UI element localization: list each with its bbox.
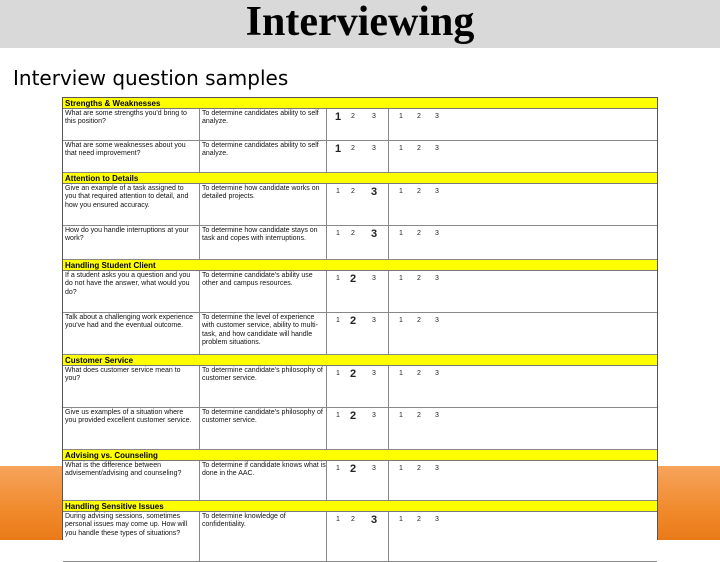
column-divider (326, 226, 327, 259)
rating-score: 2 (417, 516, 421, 523)
question-row (63, 408, 657, 450)
question-text: What are some strengths you'd bring to this position? (65, 110, 187, 126)
section-heading: Handling Sensitive Issues (63, 501, 657, 512)
rating-score: 2 (417, 317, 421, 324)
rating-score: 2 (417, 465, 421, 472)
question-text: What are some weaknesses about you that need improvement? (65, 142, 186, 158)
rating-score: 3 (435, 465, 439, 472)
column-divider (388, 109, 389, 140)
rating-score: 3 (370, 228, 378, 240)
rating-score: 2 (349, 463, 357, 475)
question-row (63, 366, 657, 408)
rating-score: 1 (399, 188, 403, 195)
column-divider (199, 461, 200, 500)
purpose-text: To determine candidate's philosophy of customer service. (202, 367, 323, 383)
column-divider (388, 512, 389, 561)
column-divider (199, 366, 200, 407)
question-text: Give an example of a task assigned to you that required attention to detail, and how you ensured accuracy. (65, 185, 189, 209)
rating-score: 2 (417, 412, 421, 419)
interview-question-form (62, 97, 658, 540)
purpose-text: To determine candidate's philosophy of customer service. (202, 409, 323, 425)
rating-score: 3 (370, 186, 378, 198)
rating-score: 1 (334, 111, 342, 123)
rating-score: 3 (372, 370, 376, 377)
column-divider (388, 226, 389, 259)
question-row (63, 141, 657, 173)
rating-score: 1 (336, 230, 340, 237)
rating-score: 3 (435, 113, 439, 120)
section-heading: Advising vs. Counseling (63, 450, 657, 461)
rating-score: 2 (351, 188, 355, 195)
section-heading: Customer Service (63, 355, 657, 366)
purpose-text: To determine candidates ability to self analyze. (202, 142, 319, 158)
question-text: What is the difference between advisement/advising and counseling? (65, 462, 182, 478)
purpose-text: To determine the level of experience with customer service, ability to multi-task, and how candidate will handle problem situations. (202, 314, 318, 346)
rating-score: 1 (336, 275, 340, 282)
column-divider (326, 271, 327, 312)
purpose-text: To determine candidates ability to self analyze. (202, 110, 319, 126)
rating-score: 3 (372, 465, 376, 472)
column-divider (199, 408, 200, 449)
rating-score: 3 (435, 230, 439, 237)
purpose-text: To determine knowledge of confidentiality. (202, 513, 286, 529)
column-divider (199, 109, 200, 140)
section-heading: Attention to Details (63, 173, 657, 184)
column-divider (326, 184, 327, 225)
question-row (63, 271, 657, 313)
page-title: Interviewing (245, 0, 475, 45)
rating-score: 1 (399, 370, 403, 377)
column-divider (388, 141, 389, 172)
column-divider (199, 313, 200, 354)
rating-score: 3 (372, 275, 376, 282)
purpose-text: To determine how candidate works on detailed projects. (202, 185, 320, 201)
rating-score: 1 (336, 188, 340, 195)
rating-score: 3 (435, 145, 439, 152)
column-divider (388, 366, 389, 407)
column-divider (199, 226, 200, 259)
purpose-text: To determine how candidate stays on task and copes with interruptions. (202, 227, 318, 243)
question-text: What does customer service mean to you? (65, 367, 181, 383)
rating-score: 3 (372, 412, 376, 419)
column-divider (326, 408, 327, 449)
question-row (63, 109, 657, 141)
rating-score: 1 (399, 465, 403, 472)
question-row (63, 313, 657, 355)
question-row (63, 184, 657, 226)
rating-score: 1 (336, 317, 340, 324)
rating-score: 2 (349, 273, 357, 285)
purpose-text: To determine candidate's ability use other and campus resources. (202, 272, 313, 288)
rating-score: 1 (399, 230, 403, 237)
rating-score: 3 (372, 145, 376, 152)
column-divider (388, 271, 389, 312)
column-divider (388, 313, 389, 354)
column-divider (326, 512, 327, 561)
column-divider (326, 141, 327, 172)
rating-score: 3 (435, 412, 439, 419)
column-divider (326, 313, 327, 354)
column-divider (326, 366, 327, 407)
rating-score: 1 (399, 145, 403, 152)
rating-score: 1 (399, 113, 403, 120)
question-row (63, 461, 657, 501)
rating-score: 2 (349, 368, 357, 380)
question-text: Give us examples of a situation where you provided excellent customer service. (65, 409, 192, 425)
question-text: How do you handle interruptions at your work? (65, 227, 189, 243)
question-row (63, 512, 657, 562)
page-subtitle: Interview question samples (13, 66, 289, 90)
section-heading: Handling Student Client (63, 260, 657, 271)
rating-score: 2 (417, 188, 421, 195)
rating-score: 2 (351, 113, 355, 120)
rating-score: 2 (417, 230, 421, 237)
rating-score: 3 (372, 317, 376, 324)
rating-score: 3 (435, 516, 439, 523)
rating-score: 1 (399, 317, 403, 324)
column-divider (326, 461, 327, 500)
rating-score: 2 (417, 145, 421, 152)
column-divider (388, 408, 389, 449)
column-divider (199, 271, 200, 312)
purpose-text: To determine if candidate knows what is done in the AAC. (202, 462, 326, 478)
rating-score: 1 (399, 516, 403, 523)
column-divider (388, 461, 389, 500)
rating-score: 2 (349, 315, 357, 327)
rating-score: 2 (417, 370, 421, 377)
rating-score: 1 (334, 143, 342, 155)
column-divider (199, 141, 200, 172)
column-divider (326, 109, 327, 140)
rating-score: 3 (372, 113, 376, 120)
question-text: During advising sessions, sometimes personal issues may come up. How will you handle these types of situations? (65, 513, 188, 537)
question-row (63, 226, 657, 260)
rating-score: 1 (399, 275, 403, 282)
question-text: If a student asks you a question and you do not have the answer, what would you do? (65, 272, 191, 296)
rating-score: 3 (435, 275, 439, 282)
rating-score: 1 (336, 465, 340, 472)
column-divider (388, 184, 389, 225)
rating-score: 3 (435, 188, 439, 195)
rating-score: 3 (370, 514, 378, 526)
rating-score: 2 (351, 145, 355, 152)
rating-score: 2 (351, 516, 355, 523)
rating-score: 3 (435, 317, 439, 324)
rating-score: 1 (399, 412, 403, 419)
rating-score: 2 (417, 275, 421, 282)
rating-score: 2 (351, 230, 355, 237)
column-divider (199, 512, 200, 561)
question-text: Talk about a challenging work experience you've had and the eventual outcome. (65, 314, 194, 330)
rating-score: 1 (336, 412, 340, 419)
rating-score: 1 (336, 370, 340, 377)
rating-score: 1 (336, 516, 340, 523)
rating-score: 3 (435, 370, 439, 377)
rating-score: 2 (417, 113, 421, 120)
column-divider (199, 184, 200, 225)
rating-score: 2 (349, 410, 357, 422)
section-heading: Strengths & Weaknesses (63, 98, 657, 109)
